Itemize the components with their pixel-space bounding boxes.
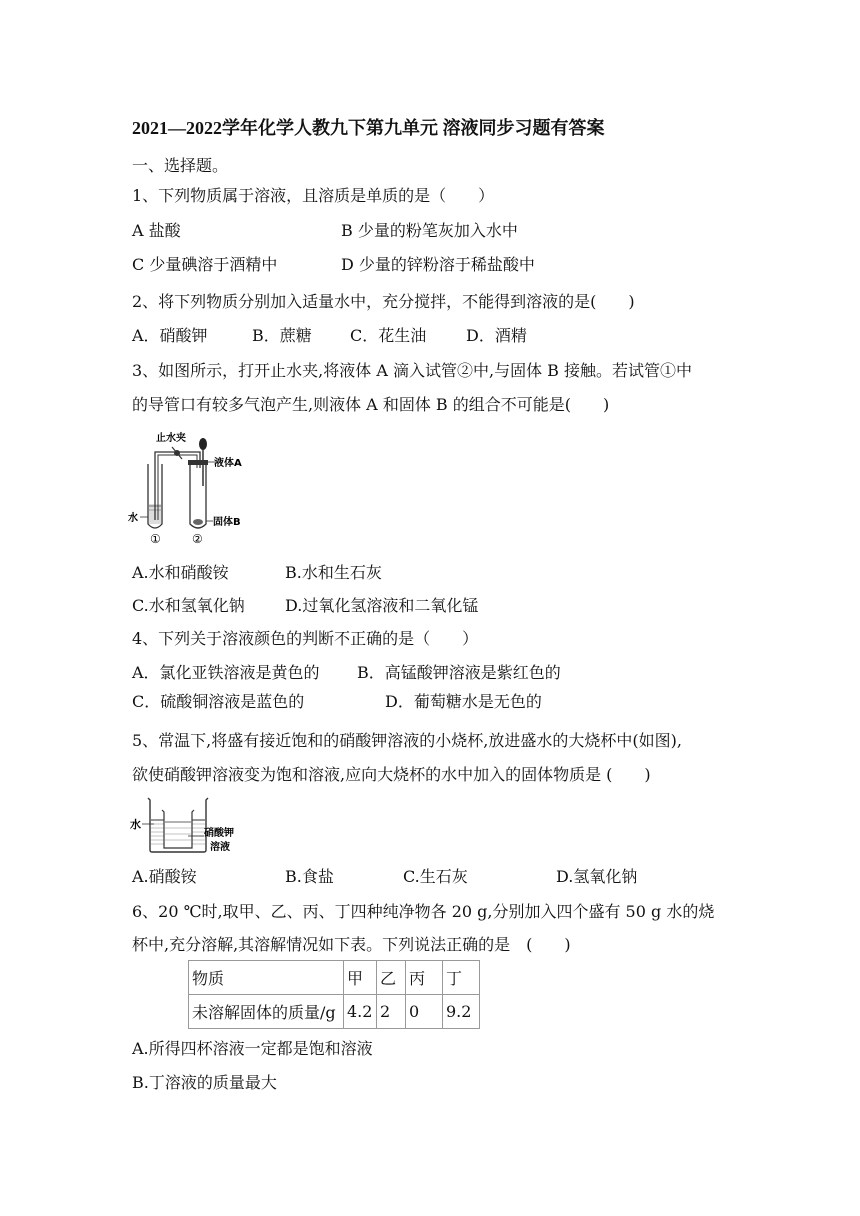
q4-option-a: A．氯化亚铁溶液是黄色的 — [132, 663, 320, 682]
q1-option-b: B 少量的粉笔灰加入水中 — [341, 221, 518, 240]
q1-option-a: A 盐酸 — [132, 221, 181, 240]
table-row — [189, 995, 480, 1029]
solid-b — [193, 519, 203, 525]
q5-beaker-figure — [128, 792, 248, 856]
q4-option-d: D．葡萄糖水是无色的 — [385, 692, 542, 711]
q6-option-b: B.丁溶液的质量最大 — [132, 1073, 277, 1092]
small-beaker — [162, 810, 194, 848]
table-header-cell: 丁 — [443, 961, 480, 995]
q6-stem-line2: 杯中,充分溶解,其溶解情况如下表。下列说法正确的是 ( ) — [132, 935, 571, 954]
table-header-cell: 乙 — [377, 961, 406, 995]
q3-option-c: C.水和氢氧化钠 — [132, 596, 245, 615]
tube-2-label: ② — [192, 532, 203, 546]
table-cell: 4.2 — [344, 995, 377, 1029]
q2-stem: 2、将下列物质分别加入适量水中，充分搅拌，不能得到溶液的是( ) — [132, 292, 635, 311]
q3-stem-line1: 3、如图所示，打开止水夹,将液体 A 滴入试管②中,与固体 B 接触。若试管①中 — [132, 361, 693, 380]
solid-b-label: 固体B — [213, 517, 241, 528]
table-cell: 未溶解固体的质量/g — [189, 995, 344, 1029]
q4-option-b: B．高锰酸钾溶液是紫红色的 — [357, 663, 561, 682]
q2-option-b: B．蔗糖 — [252, 326, 312, 345]
solubility-table — [188, 960, 480, 1029]
table-cell: 9.2 — [443, 995, 480, 1029]
q5-option-b: B.食盐 — [285, 867, 334, 886]
table-header-cell: 甲 — [344, 961, 377, 995]
q5-option-a: A.硝酸铵 — [132, 867, 197, 886]
table-cell: 0 — [406, 995, 443, 1029]
liquid-a-label: 液体A — [214, 458, 242, 469]
section-heading: 一、选择题。 — [132, 156, 229, 175]
kno3-label-line1: 硝酸钾 — [204, 828, 234, 839]
q3-option-d: D.过氧化氢溶液和二氧化锰 — [285, 596, 479, 615]
q6-stem-line1: 6、20 ℃时,取甲、乙、丙、丁四种纯净物各 20 g,分别加入四个盛有 50 g 水的烧 — [132, 902, 715, 921]
kno3-label-line2: 溶液 — [210, 842, 230, 853]
q5-stem-line2: 欲使硝酸钾溶液变为饱和溶液,应向大烧杯的水中加入的固体物质是 ( ) — [132, 765, 651, 784]
q4-stem: 4、下列关于溶液颜色的判断不正确的是（ ） — [132, 629, 479, 648]
q1-option-c: C 少量碘溶于酒精中 — [132, 255, 278, 274]
table-header-cell: 丙 — [406, 961, 443, 995]
tube-1-label: ① — [150, 532, 161, 546]
q2-option-c: C．花生油 — [350, 326, 427, 345]
table-header-row — [189, 961, 480, 995]
water-label: 水 — [128, 513, 138, 524]
q5-stem-line1: 5、常温下,将盛有接近饱和的硝酸钾溶液的小烧杯,放进盛水的大烧杯中(如图), — [132, 731, 682, 750]
q3-option-a: A.水和硝酸铵 — [132, 563, 229, 582]
q3-stem-line2: 的导管口有较多气泡产生,则液体 A 和固体 B 的组合不可能是( ) — [132, 395, 610, 414]
clamp-label: 止水夹 — [156, 433, 186, 444]
q1-option-d: D 少量的锌粉溶于稀盐酸中 — [341, 255, 535, 274]
q3-apparatus-figure — [128, 426, 260, 548]
water-label: 水 — [130, 818, 141, 831]
q6-option-a: A.所得四杯溶液一定都是饱和溶液 — [132, 1039, 373, 1058]
table-cell: 2 — [377, 995, 406, 1029]
q5-option-d: D.氢氧化钠 — [556, 867, 638, 886]
q5-option-c: C.生石灰 — [403, 867, 468, 886]
q2-option-d: D．酒精 — [466, 326, 527, 345]
dropper-icon — [199, 438, 207, 450]
table-header-cell: 物质 — [189, 961, 344, 995]
q3-option-b: B.水和生石灰 — [285, 563, 382, 582]
q2-option-a: A．硝酸钾 — [132, 326, 208, 345]
q4-option-c: C．硫酸铜溶液是蓝色的 — [132, 692, 305, 711]
document-title: 2021—2022学年化学人教九下第九单元 溶液同步习题有答案 — [132, 118, 605, 138]
q1-stem: 1、下列物质属于溶液，且溶质是单质的是（ ） — [132, 186, 495, 205]
